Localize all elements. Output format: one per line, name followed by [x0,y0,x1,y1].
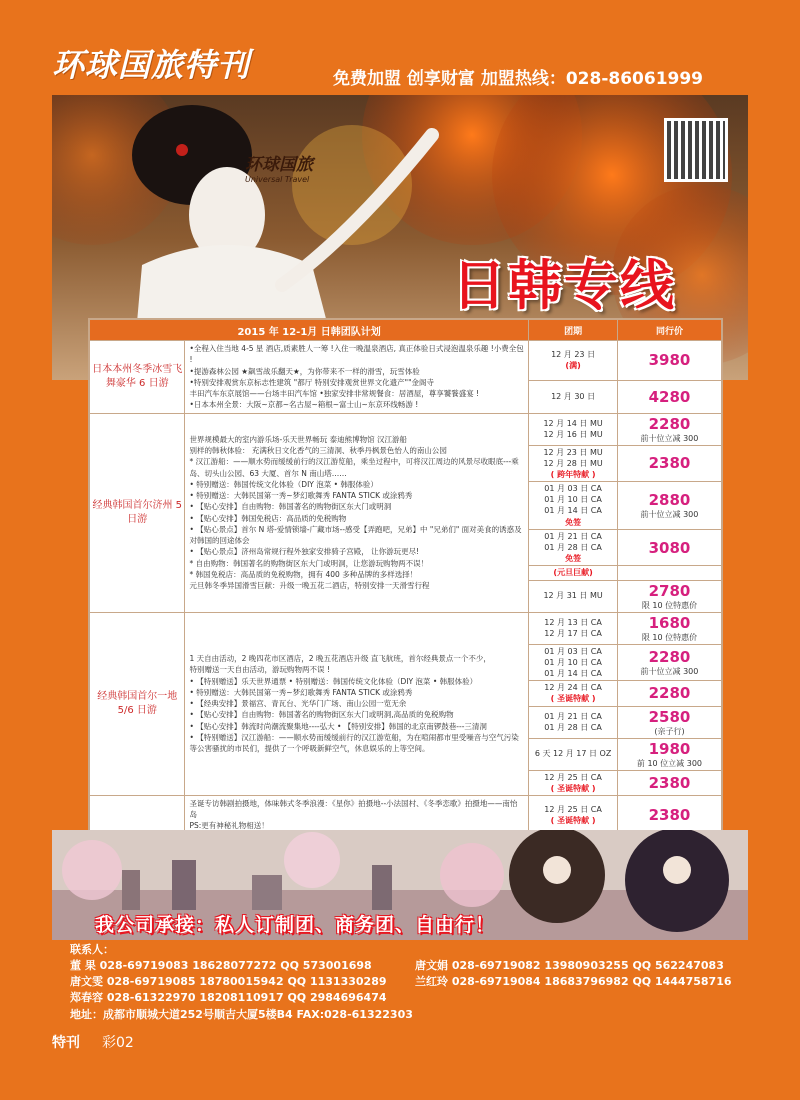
route-description [185,341,529,414]
brand-logo: 环球国旅 Universal Travel [245,155,313,184]
contact-entry: 唐文雯 028-69719085 18780015942 QQ 1131330289 [70,975,387,988]
departure-dates [529,644,618,681]
promo-banner: 我公司承接：私人订制团、商务团、自由行！ [95,914,496,936]
price-value: 3980 [648,351,691,370]
date-line: 12 月 30 日 [551,391,596,401]
date-line: ( 圣诞特献 ) [550,694,596,704]
date-line: 免签 [565,554,582,564]
description-line: • 【特别赠送】汉江游船：——顺水势而缓缓前行的汉江游览船，为在喧闹都市里受噪音与空气污染等公害骚扰的市民们，提供了一个呼吸新鲜空气，休息娱乐的上等空间。 [189,732,519,754]
itinerary-table [88,318,723,832]
footer [52,1032,134,1052]
description-line: • 【贴心安排】自由购物：韩国著名的购物街区东大门或明洞,高品质的免税购物 [189,710,454,720]
departure-dates [529,380,618,413]
date-line: 免签 [565,517,582,527]
price-cell [617,706,721,738]
plan-title: 2015 年 12-1月 日韩团队计划 [90,320,529,341]
contact-row [70,990,750,1006]
price-cell [617,580,721,612]
franchise-slogan: 免费加盟 创享财富 加盟热线：028-86061999 [333,69,704,89]
price-note: 限 10 位特惠价 [641,600,698,610]
contact-row [70,958,750,974]
description-line: * 自由购物：韩国著名的购物街区东大门或明洞，让您游玩购物两不误！ [189,558,429,568]
date-line: (元旦巨献) [553,568,593,578]
departure-dates [529,681,618,706]
dates-header: 团期 [529,320,618,341]
description-line: 特别赠送一天自由活动，游玩购物两不误 ! [189,665,330,675]
price-note: (亲子行) [654,726,685,736]
description-line: 别样的韩秋体验： 充满秋日文化香气的三清洞、秋季丹枫景色怡人的南山公园 [189,446,447,456]
price-value: 2280 [648,684,691,703]
date-line: 01 月 28 日 CA [544,723,602,732]
description-line: 元旦韩冬季异国滑雪巨献：升级一晚五花二酒店，特别安排一天滑雪行程 [189,581,430,591]
price-value: 4280 [648,387,691,406]
date-line: 01 月 14 日 CA [544,668,602,678]
departure-dates [529,580,618,612]
price-cell [617,795,721,834]
qr-code [664,118,728,182]
date-line: 01 月 10 日 CA [544,657,602,667]
price-note: 前十位立减 300 [640,666,699,676]
description-line: 1 天自由活动，2 晚四花市区酒店，2 晚五花酒店升级 直飞航班，首尔经典景点一个不少， [189,654,491,664]
price-header: 同行价 [617,320,721,341]
table-row [90,795,722,834]
description-line: • 【贴心景点】首尔 N 塔-爱情锁墙-广藏市场--感受【弄跑吧，兄弟】中 "兄弟们" 面对美食的诱惑及对韩国的回途体会 [189,524,522,546]
price-cell [617,681,721,706]
price-value: 2580 [648,707,691,726]
price-cell [617,566,721,580]
price-value: 2280 [648,647,691,666]
description-line: • 特别赠送：大韩民国第一秀~梦幻歌舞秀 FANTA STICK 或涂鸦秀 [189,491,413,501]
contact-entry: 董 果 028-69719083 18628077272 QQ 573001698 [70,959,372,972]
date-line: 01 月 28 日 CA [544,543,602,552]
date-line: 6 天 12 月 17 日 OZ [534,749,612,759]
contact-row [70,974,750,990]
price-value: 1980 [648,739,691,758]
date-line: 01 月 10 日 CA [544,495,602,505]
logo-title: 环球国旅特刊 [52,46,251,84]
description-line: • 【贴心安排】韩流时尚潮流聚集地----弘大 • 【特别安排】韩国的北京南锣鼓巷---三清洞 [189,721,487,731]
route-description [185,413,529,612]
date-line: ( 圣诞特献 ) [550,783,596,793]
route-name: 经典韩国首尔一地 5/6 日游 [90,612,185,795]
section-title: 日韩专线 [452,254,676,317]
description-line: * 汉江游船：——顺水势而缓缓前行的汉江游览船，乘坐过程中，可将汉江周边的风景尽收眼底---乘 [189,457,519,467]
contact-entry: 唐文娟 028-69719082 13980903255 QQ 562247083 [415,959,724,972]
contacts-label: 联系人： [70,943,114,956]
price-cell [617,413,721,445]
departure-dates [529,770,618,795]
contact-block [70,942,750,1023]
price-note: 前 10 位立减 300 [636,758,702,768]
date-line: ( 圣诞特献 ) [550,815,596,825]
description-line: 世界规模最大的室内游乐场-乐天世界畅玩 泰迪熊博物馆 汉江游船 [189,434,407,444]
price-cell [617,482,721,530]
description-line: • 【经典安排】景福宫、青瓦台、光华门广场、南山公园一览无余 [189,699,407,709]
date-line: 12 月 14 日 MU [543,418,603,428]
price-cell [617,612,721,644]
route-description [185,612,529,795]
table-row [90,612,722,644]
date-line: 12 月 23 日 MU [543,447,603,457]
page-number: 彩02 [102,1035,134,1051]
date-line: 12 月 23 日 [551,350,596,360]
description-line: 丰田汽车东京展馆——台场丰田汽车馆 •独家安排非常规餐食：居酒屋，尊享饕餮盛宴 ! [189,389,480,398]
price-value: 1680 [648,613,691,632]
description-line: 圣诞专访韩剧拍摄地，体味韩式冬季浪漫：《星你》拍摄地--小法国村、《冬季恋歌》拍摄地——南怡岛 [189,798,518,820]
departure-dates [529,445,618,482]
address: 地址：成都市顺城大道252号顺吉大厦5楼B4 FAX:028-61322303 [70,1008,413,1021]
date-line: 01 月 21 日 CA [544,531,602,541]
description-line: * 韩国免税店：高品质的免税购物，拥有 400 多种品牌的多样选择！ [189,569,418,579]
price-value: 2380 [648,805,691,824]
date-line: 12 月 28 日 MU [543,458,603,468]
description-line: • 特别赠送：韩国传统文化体验（DIY 泡菜 • 韩服体验） [189,479,378,489]
date-line: 12 月 25 日 CA [544,804,602,814]
date-line: 01 月 14 日 CA [544,506,602,516]
contact-entry: 郑春容 028-61322970 18208110917 QQ 2984696474 [70,991,387,1004]
table-row [90,341,722,381]
departure-dates [529,612,618,644]
date-line: 01 月 03 日 CA [544,484,602,494]
departure-dates [529,566,618,580]
price-value: 3080 [648,538,691,557]
departure-dates [529,482,618,530]
route-description [185,795,529,834]
date-line: 01 月 03 日 CA [544,646,602,656]
date-line: 12 月 13 日 CA [544,617,602,627]
price-note: 限 10 位特惠价 [641,632,698,642]
description-line: •全程入住当地 4-5 星 酒店,质素胜人一筹 !入住一晚温泉酒店, 真正体验日式浸泡温泉乐趣 !小费全包 ! [189,344,524,365]
footer-left: 特刊 [52,1035,80,1051]
price-value: 2280 [648,414,691,433]
table-row [90,413,722,445]
price-cell [617,738,721,770]
description-line: • 特别赠送：大韩民国第一秀~梦幻歌舞秀 FANTA STICK 或涂鸦秀 [189,687,413,697]
price-value: 2380 [648,454,691,473]
route-name: 经典韩国首尔济州 5 日游 [90,413,185,612]
price-cell [617,341,721,381]
price-note: 前十位立减 300 [640,433,699,443]
price-cell [617,380,721,413]
description-line: PS:更有神秘礼物相送！ [189,821,269,831]
price-note: 前十位立减 300 [640,509,699,519]
description-line: • 【贴心安排】韩国免税店：高品质的免税购物 [189,513,347,523]
description-line: • 【贴心安排】自由购物：韩国著名的购物街区东大门或明洞 [189,502,392,512]
route-name: 日本本州冬季冰雪飞舞豪华 6 日游 [90,341,185,414]
description-line: •特别安排观赏东京标志性建筑 "都厅 特别安排观赏世界文化遗产""金阁寺 [189,377,435,387]
price-cell [617,770,721,795]
description-line: • 【特别赠送】乐天世界通票 • 特别赠送：韩国传统文化体验（DIY 泡菜 • 韩服体验） [189,676,478,686]
date-line: (满) [565,361,581,371]
price-value: 2380 [648,773,691,792]
price-cell [617,529,721,566]
date-line: 12 月 16 日 MU [543,430,603,439]
route-name [90,795,185,834]
description-line: 岛、切头山公园、63 大厦、首尔 N 南山塔…… [189,468,347,478]
date-line: 12 月 17 日 CA [544,629,602,639]
departure-dates [529,738,618,770]
price-cell [617,644,721,681]
departure-dates [529,706,618,738]
date-line: 12 月 31 日 MU [543,591,603,601]
date-line: 12 月 25 日 CA [544,772,602,782]
departure-dates [529,795,618,834]
departure-dates [529,413,618,445]
description-line: •提游森林公园 ★飙雪战乐翻天★，为你带来不一样的滑雪，玩雪体验 [189,366,420,376]
date-line: ( 跨年特献 ) [550,469,596,479]
departure-dates [529,341,618,381]
date-line: 12 月 24 日 CA [544,683,602,693]
price-value: 2880 [648,490,691,509]
description-line: •日本本州全景：大阪~京都~名古屋~箱根~富士山~东京环线畅游 ! [189,400,419,410]
price-cell [617,445,721,482]
contact-entry: 兰红玲 028-69719084 18683796982 QQ 1444758716 [415,975,732,988]
departure-dates [529,529,618,566]
price-value: 2780 [648,581,691,600]
description-line: • 【贴心景点】济州岛常规行程外独家安排骑子宫殿， 让你游玩更尽! [189,547,420,557]
date-line: 01 月 21 日 CA [544,711,602,721]
